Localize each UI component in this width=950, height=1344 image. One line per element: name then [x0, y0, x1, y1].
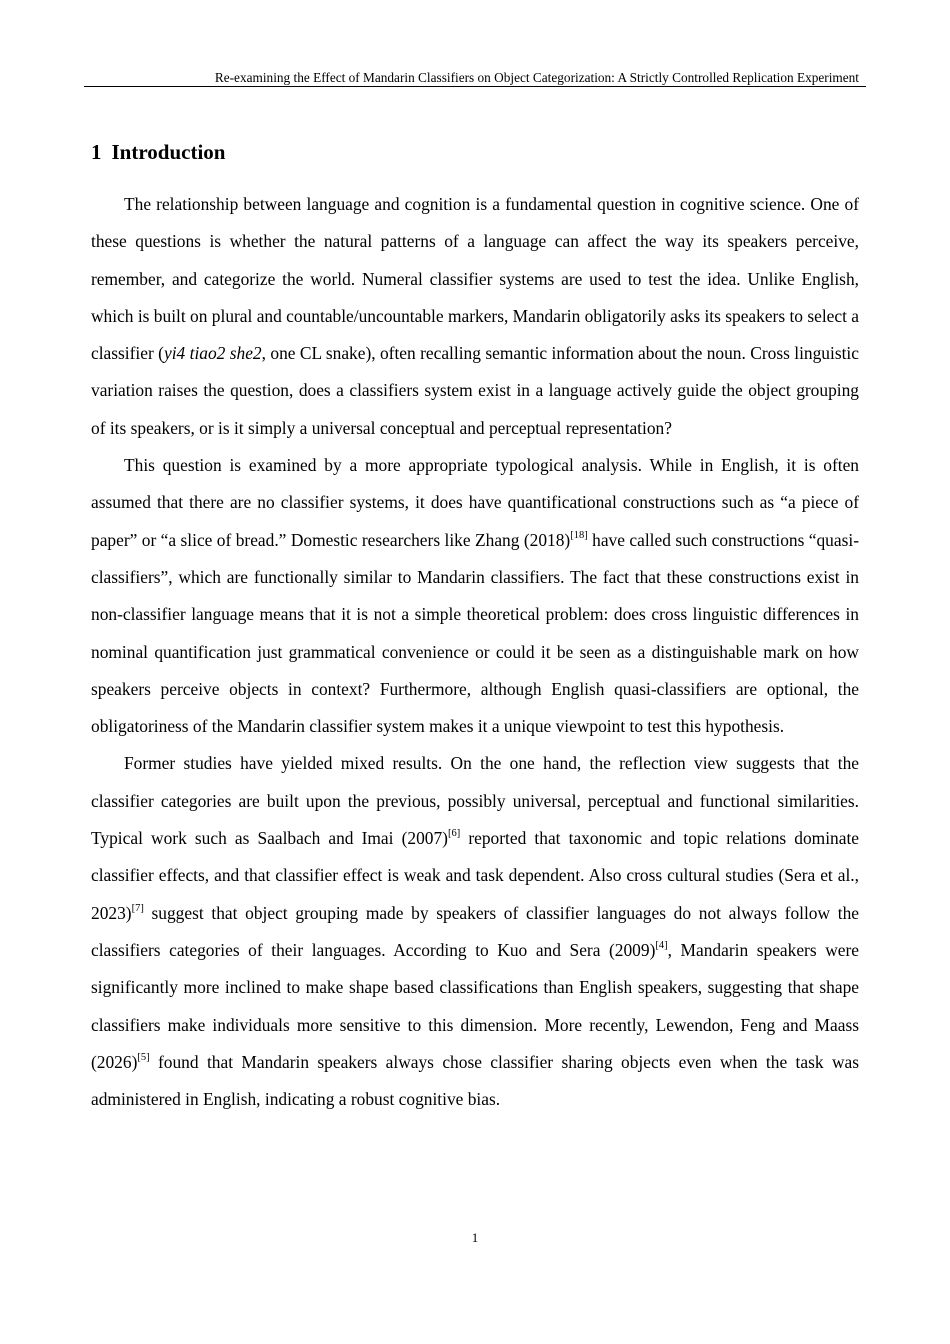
citation-ref-5[interactable]: [5] — [137, 1051, 150, 1063]
citation-ref-6[interactable]: [6] — [447, 828, 461, 840]
citation-ref-4[interactable]: [4] — [655, 940, 668, 952]
citation-ref-18[interactable]: [18] — [570, 529, 588, 541]
header-rule — [84, 86, 866, 87]
paragraph-3-text-c: suggest that object grouping made by speakers of classifier languages do not always follow the classifiers categories of their languages. According to Kuo and Sera (2009) — [91, 902, 859, 960]
paragraph-1 — [91, 186, 859, 447]
paragraph-3-text-a: Former studies have yielded mixed results. On the one hand, the reflection view suggests that the classifier categories are built upon the previous, possibly universal, perceptual and functional similarities. Typical work such as Saalbach and Imai (2007) — [91, 753, 859, 849]
paragraph-3-text-b: reported that taxonomic and topic relations dominate classifier effects, and that classifier effect is weak and task dependent. Also cross cultural studies (Sera et al., 2023) — [91, 828, 859, 923]
body-text — [91, 186, 859, 1118]
section-heading — [91, 140, 225, 165]
paragraph-2-text-b: have called such constructions “quasi-classifiers”, which are functionally similar to Mandarin classifiers. The fact that these constructions exist in non-classifier language means that it is not a simple theoretical problem: does cross linguistic differences in nominal quantification just grammatical convenience or could it be seen as a distinguishable mark on how speakers perceive objects in context? Furthermore, although English quasi-classifiers are optional, the obligatoriness of the Mandarin classifier system makes it a unique viewpoint to test this hypothesis. — [91, 529, 859, 737]
section-title: Introduction — [111, 140, 226, 164]
paragraph-2 — [91, 447, 859, 745]
section-number: 1 — [91, 140, 102, 164]
running-header: Re-examining the Effect of Mandarin Classifiers on Object Categorization: A Strictly Controlled Replication Experiment — [214, 70, 859, 85]
paragraph-2-text-a: This question is examined by a more appropriate typological analysis. While in English, it is often assumed that there are no classifier systems, it does have quantificational constructions such as “a piece of paper” or “a slice of bread.” Domestic researchers like Zhang (2018) — [91, 455, 859, 550]
paragraph-3-text-d: , Mandarin speakers were significantly more inclined to make shape based classifications than English speakers, suggesting that shape classifiers make individuals more sensitive to this dimension. More recently, Lewendon, Feng and Maass (2026) — [91, 939, 859, 1072]
citation-ref-7[interactable]: [7] — [131, 902, 144, 914]
page-number: 1 — [471, 1230, 479, 1245]
paragraph-1-text-a: The relationship between language and cognition is a fundamental question in cognitive science. One of these questions is whether the natural patterns of a language can affect the way its speakers perceive, remember, and categorize the world. Numeral classifier systems are used to test the idea. Unlike English, which is built on plural and countable/uncountable markers, Mandarin obligatorily asks its speakers to select a classifier ( — [91, 194, 859, 364]
paragraph-1-text-b: , one CL snake), often recalling semantic information about the noun. Cross linguistic variation raises the question, does a classifiers system exist in a language actively guide the object grouping of its speakers, or is it simply a universal conceptual and perceptual representation? — [91, 343, 859, 438]
paragraph-3 — [91, 745, 859, 1118]
pinyin-example: yi4 tiao2 she2 — [163, 343, 262, 364]
paragraph-3-text-e: found that Mandarin speakers always chose classifier sharing objects even when the task was administered in English, indicating a robust cognitive bias. — [91, 1051, 859, 1110]
